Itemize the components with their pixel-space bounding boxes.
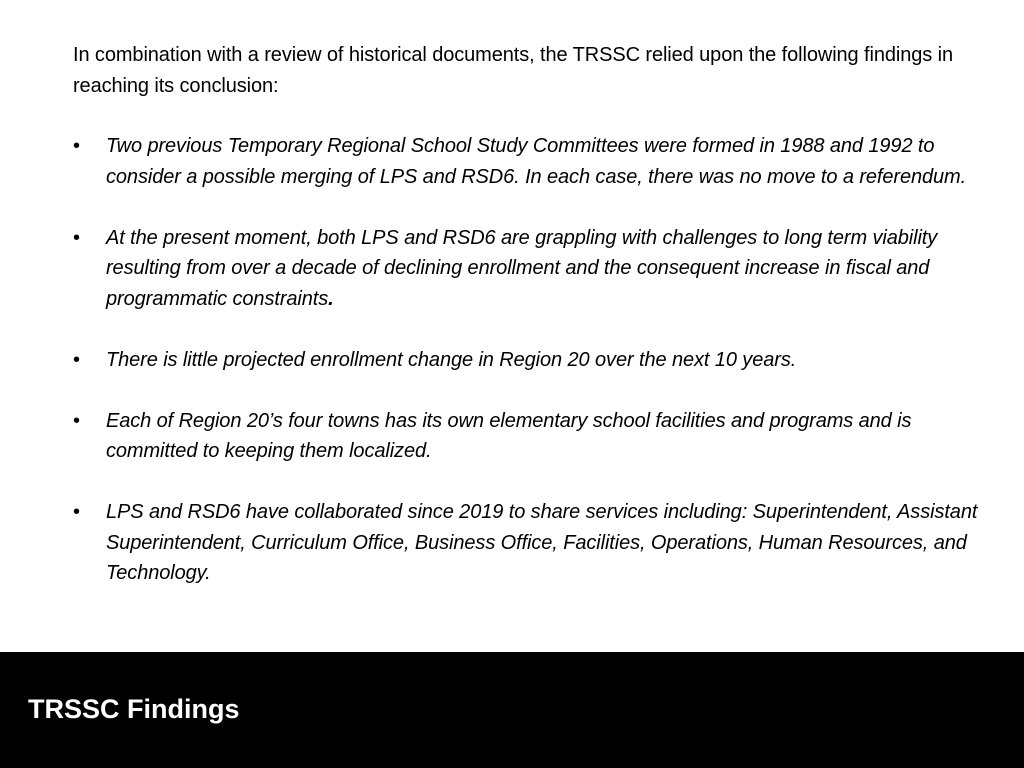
finding-text: There is little projected enrollment change in Region 20 over the next 10 years.	[106, 348, 797, 371]
slide-title: TRSSC Findings	[28, 694, 240, 724]
slide-content	[73, 40, 993, 619]
finding-item	[73, 345, 993, 376]
footer-bar	[0, 652, 1024, 768]
finding-text: Two previous Temporary Regional School Study Committees were formed in 1988 and 1992 to consider a possible merging of LPS and RSD6. In each case, there was no move to a referendum.	[106, 135, 967, 188]
findings-list	[73, 131, 993, 589]
finding-item	[73, 406, 993, 467]
finding-text: At the present moment, both LPS and RSD6 are grappling with challenges to long term viability resulting from over a decade of declining enrollment and the consequent increase in fiscal and programmatic constraints	[106, 226, 938, 310]
finding-item	[73, 497, 993, 589]
finding-end-period: .	[328, 287, 334, 310]
finding-item	[73, 131, 993, 192]
finding-text: LPS and RSD6 have collaborated since 2019 to share services including: Superintendent, Assistant Superintendent, Curriculum Office, Business Office, Facilities, Operations, Human Resources, and Technology.	[106, 501, 978, 584]
intro-paragraph: In combination with a review of historical documents, the TRSSC relied upon the following findings in reaching its conclusion:	[73, 44, 953, 97]
finding-item	[73, 223, 993, 315]
finding-text: Each of Region 20’s four towns has its own elementary school facilities and programs and is committed to keeping them localized.	[106, 409, 912, 462]
